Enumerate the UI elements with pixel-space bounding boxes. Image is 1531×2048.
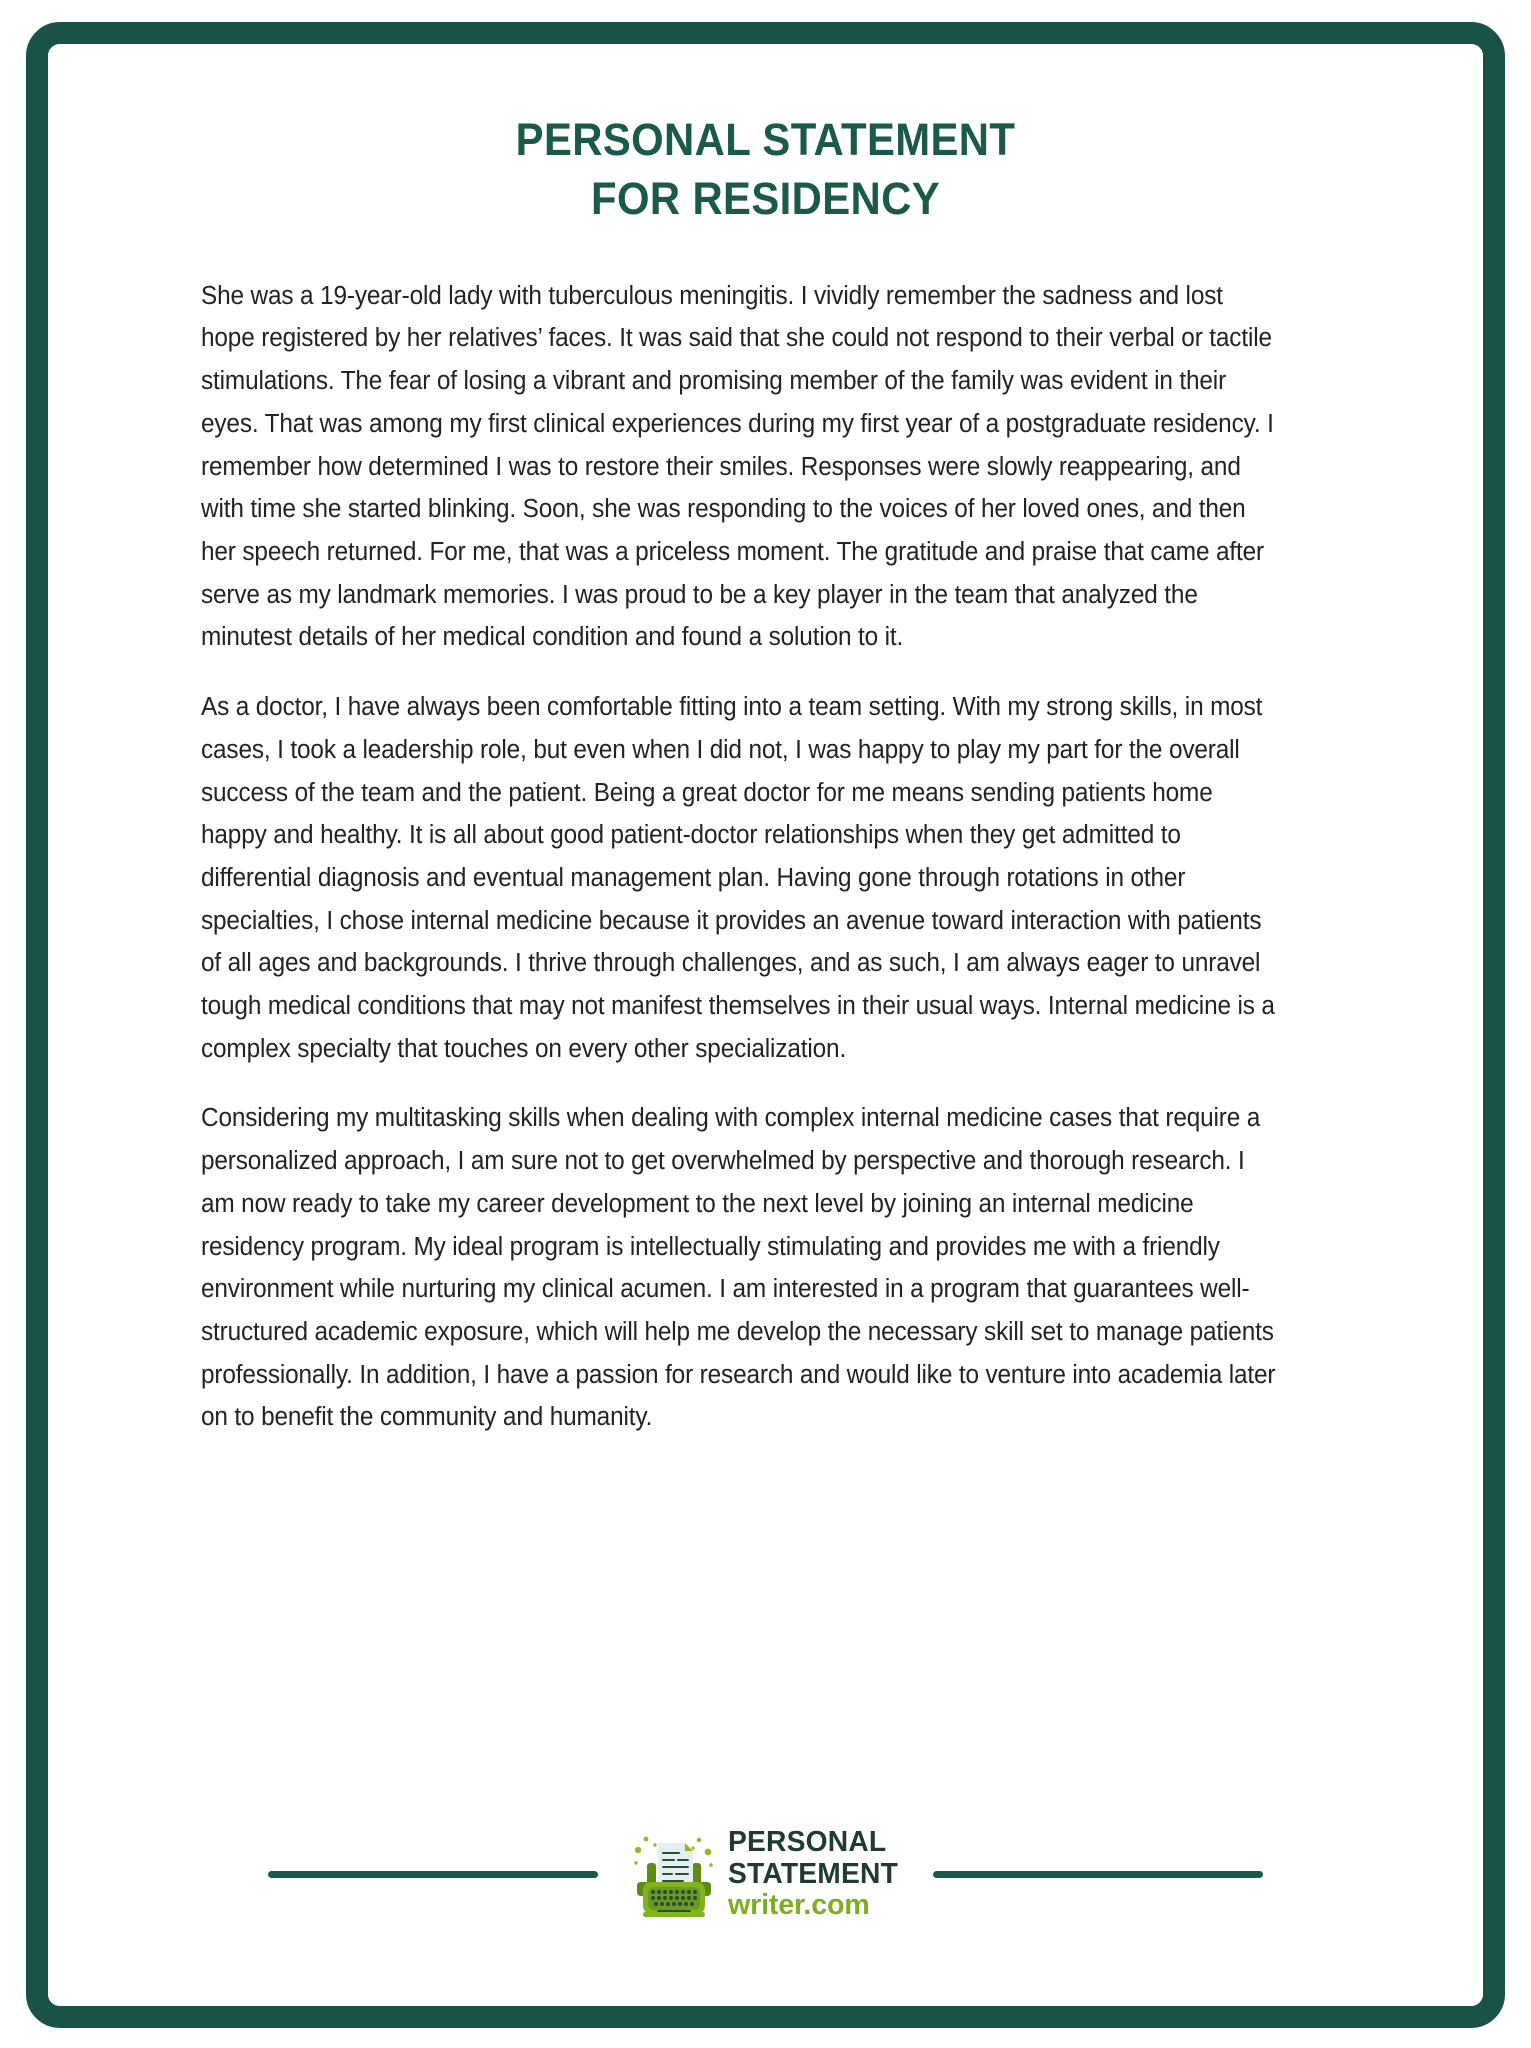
paragraph-1: She was a 19-year-old lady with tuberculous meningitis. I vividly remember the sadness and lost hope registered by her relatives’ faces. It was said that she could not respond to their verbal or tactile stimulations. The fear of losing a vibrant and promising member of the family was evident in their eyes. That was among my first clinical experiences during my first year of a postgraduate residency. I remember how determined I was to restore their smiles. Responses were slowly reappearing, and with time she started blinking. Soon, she was responding to the voices of her loved ones, and then her speech returned. For me, that was a priceless moment. The gratitude and praise that came after serve as my landmark memories. I was proud to be a key player in the team that analyzed the minutest details of her medical condition and found a solution to it. xyxy=(200,281,1274,652)
typewriter-icon xyxy=(632,1830,716,1918)
page-content-area xyxy=(48,44,1483,2006)
brand-logo[interactable] xyxy=(632,1828,900,1920)
brand-line-statement: STATEMENT xyxy=(727,1857,898,1890)
footer-divider-right xyxy=(933,1871,1263,1878)
paragraph-2: As a doctor, I have always been comfortable fitting into a team setting. With my strong skills, in most cases, I took a leadership role, but even when I did not, I was happy to play my part for the overall success of the team and the patient. Being a great doctor for me means sending patients home happy and healthy. It is all about good patient-doctor relationships when they get admitted to differential diagnosis and eventual management plan. Having gone through rotations in other specialties, I chose internal medicine because it provides an avenue toward interaction with patients of all ages and backgrounds. I thrive through challenges, and as such, I am always eager to unravel tough medical conditions that may not manifest themselves in their usual ways. Internal medicine is a complex specialty that touches on every other specialization. xyxy=(200,693,1275,1063)
document-body xyxy=(201,229,1331,1439)
footer-divider-left xyxy=(268,1871,598,1878)
page-footer xyxy=(48,1814,1483,1934)
title-line-2: FOR RESIDENCY xyxy=(591,173,940,225)
brand-line-writer-dot-com: writer.com xyxy=(727,1889,870,1921)
page-border-frame xyxy=(26,22,1505,2028)
title-line-1: PERSONAL STATEMENT xyxy=(515,114,1016,165)
brand-logo-text xyxy=(728,1828,900,1920)
page-title xyxy=(98,44,1433,229)
brand-line-personal: PERSONAL xyxy=(727,1826,886,1858)
paragraph-3: Considering my multitasking skills when dealing with complex internal medicine cases that require a personalized approach, I am sure not to get overwhelmed by perspective and thorough research. I am now ready to take my career development to the next level by joining an internal medicine residency program. My ideal program is intellectually stimulating and provides me with a friendly environment while nurturing my clinical acumen. I am interested in a program that guarantees well-structured academic exposure, which will help me develop the necessary skill set to manage patients professionally. In addition, I have a passion for research and would like to venture into academia later on to benefit the community and humanity. xyxy=(200,1104,1275,1432)
